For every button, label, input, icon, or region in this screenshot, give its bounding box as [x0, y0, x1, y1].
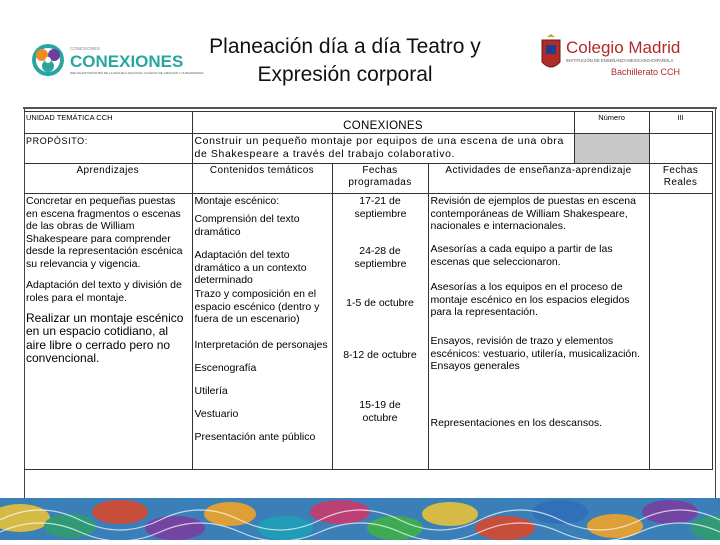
fecha-item: 17-21 de septiembre [354, 195, 407, 220]
title-line-2: Expresión corporal [257, 63, 433, 86]
contenido-item: Comprensión del texto dramático [194, 213, 300, 238]
unidad-row [24, 112, 712, 134]
conexiones-emblem-icon [28, 38, 204, 82]
contenidos-cell [192, 194, 332, 470]
aprendizaje-item: Concretar en pequeñas puestas en escena fragmentos o escenas de las obras de William Shakespeare para comprender desde la representación escénica su relevancia y vigencia. [26, 195, 183, 270]
contenido-item: Escenografía [194, 362, 257, 374]
fecha-item: 15-19 de octubre [359, 399, 401, 424]
contenido-item: Utilería [194, 385, 228, 397]
colegio-madrid-wordmark: Colegio Madrid [566, 38, 681, 57]
colegio-madrid-subtitle: INSTITUCIÓN DE ENSEÑANZA MEXICANO-ESPAÑOLA [566, 58, 674, 63]
col-fechas-reales: Fechas Reales [649, 164, 712, 194]
actividad-item: Revisión de ejemplos de puestas en escena contemporáneas de William Shakespeare, nacionales e internacionales. [430, 195, 636, 233]
col-actividades: Actividades de enseñanza-aprendizaje [428, 164, 649, 194]
decorative-pattern-band [0, 498, 720, 540]
body-row [24, 194, 712, 470]
fecha-item: 1-5 de octubre [346, 297, 414, 309]
unidad-label: UNIDAD TEMÁTICA CCH [24, 112, 192, 134]
contenido-item: Vestuario [194, 408, 239, 420]
conexiones-subtitle: RED DE ESTUDIANTES DE LA ESCUELA NACIONAL COLEGIO DE CIENCIAS Y HUMANIDADES [70, 71, 204, 75]
actividades-cell [428, 194, 649, 470]
actividad-item: Ensayos, revisión de trazo y elementos escénicos: vestuario, utilería, musicalización. Ensayos generales [430, 335, 641, 373]
fechas-cell [332, 194, 428, 470]
empty-cell [649, 134, 712, 164]
conexiones-logo [28, 38, 204, 82]
numero-value: III [649, 112, 712, 134]
column-header-row [24, 164, 712, 194]
unidad-value: CONEXIONES [192, 112, 574, 134]
title-line-1: Planeación día a día Teatro y [209, 35, 481, 58]
grey-cell [574, 134, 649, 164]
decorative-swirl-icon [0, 498, 720, 540]
proposito-text: Construir un pequeño montaje por equipos de una escena de una obra de Shakespeare a través del trabajo colaborativo. [192, 134, 574, 164]
contenido-item: Montaje escénico: [194, 195, 280, 207]
actividad-item: Asesorías a cada equipo a partir de las escenas que seleccionaron. [430, 243, 613, 268]
page-title [150, 33, 540, 89]
colegio-madrid-logo [538, 34, 688, 84]
contenido-item: Interpretación de personajes [194, 339, 328, 351]
col-contenidos: Contenidos temáticos [192, 164, 332, 194]
col-aprendizajes: Aprendizajes [24, 164, 192, 194]
proposito-row [24, 134, 712, 164]
aprendizajes-cell [24, 194, 192, 470]
actividad-item: Representaciones en los descansos. [430, 417, 603, 429]
planning-table [24, 111, 713, 470]
colegio-madrid-crest-icon [538, 34, 688, 84]
actividad-item: Asesorías a los equipos en el proceso de montaje escénico en los espacios elegidos para la representación. [430, 281, 630, 319]
contenido-item: Adaptación del texto dramático a un contexto determinado [194, 249, 307, 287]
aprendizaje-item: Realizar un montaje escénico en un espacio cotidiano, al aire libre o cerrado pero no convencional. [26, 311, 184, 366]
col-fechas-programadas: Fechas programadas [332, 164, 428, 194]
fecha-item: 24-28 de septiembre [354, 245, 407, 270]
numero-label: Número [574, 112, 649, 134]
fecha-item: 8-12 de octubre [343, 349, 417, 361]
conexiones-small-label: CONEXIONES [70, 46, 101, 51]
contenido-item: Presentación ante público [194, 431, 316, 443]
aprendizaje-item: Adaptación del texto y división de roles para el montaje. [26, 279, 182, 304]
proposito-label: PROPÓSITO: [24, 134, 192, 164]
fechas-reales-cell [649, 194, 712, 470]
conexiones-wordmark: CONEXIONES [70, 52, 184, 71]
contenido-item: Trazo y composición en el espacio escénico (dentro y fuera de un escenario) [194, 288, 320, 326]
bachillerato-label: Bachillerato CCH [611, 67, 681, 77]
